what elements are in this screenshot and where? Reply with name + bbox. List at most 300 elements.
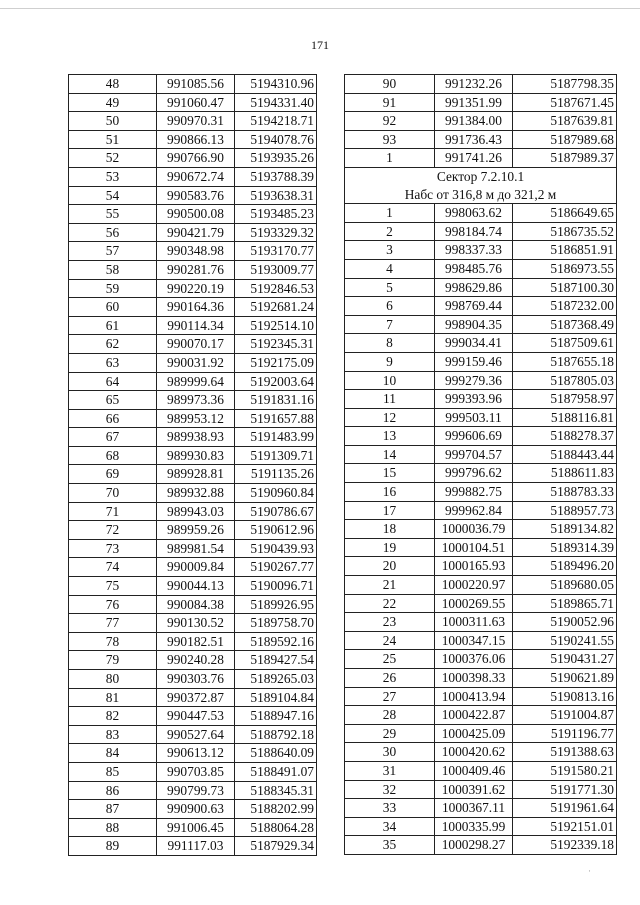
point-number-cell: 69: [69, 465, 157, 484]
point-number-cell: 75: [69, 577, 157, 596]
y-coordinate-cell: 5189104.84: [235, 688, 317, 707]
y-coordinate-cell: 5194331.40: [235, 93, 317, 112]
point-number-cell: 82: [69, 707, 157, 726]
table-row: [345, 390, 617, 409]
table-row: [345, 352, 617, 371]
point-number-cell: 30: [345, 743, 435, 762]
y-coordinate-cell: 5188278.37: [513, 427, 617, 446]
x-coordinate-cell: 990164.36: [157, 298, 235, 317]
y-coordinate-cell: 5189496.20: [513, 557, 617, 576]
scan-mark: ·: [588, 866, 591, 876]
table-row: [69, 409, 317, 428]
x-coordinate-cell: 990114.34: [157, 316, 235, 335]
x-coordinate-cell: 989943.03: [157, 502, 235, 521]
table-row: [345, 334, 617, 353]
y-coordinate-cell: 5193329.32: [235, 223, 317, 242]
point-number-cell: 25: [345, 650, 435, 669]
point-number-cell: 17: [345, 501, 435, 520]
point-number-cell: 89: [69, 837, 157, 856]
y-coordinate-cell: 5188202.99: [235, 800, 317, 819]
x-coordinate-cell: 1000425.09: [435, 724, 513, 743]
y-coordinate-cell: 5191135.26: [235, 465, 317, 484]
point-number-cell: 84: [69, 744, 157, 763]
point-number-cell: 33: [345, 799, 435, 818]
sector-title-row: [345, 167, 617, 185]
y-coordinate-cell: 5194078.76: [235, 130, 317, 149]
table-row: [69, 391, 317, 410]
y-coordinate-cell: 5187805.03: [513, 371, 617, 390]
y-coordinate-cell: 5191580.21: [513, 761, 617, 780]
x-coordinate-cell: 990866.13: [157, 130, 235, 149]
y-coordinate-cell: 5191831.16: [235, 391, 317, 410]
y-coordinate-cell: 5194218.71: [235, 112, 317, 131]
x-coordinate-cell: 991351.99: [435, 93, 513, 112]
point-number-cell: 53: [69, 167, 157, 186]
point-number-cell: 19: [345, 538, 435, 557]
x-coordinate-cell: 990070.17: [157, 335, 235, 354]
y-coordinate-cell: 5188611.83: [513, 464, 617, 483]
table-row: [69, 762, 317, 781]
table-row: [69, 298, 317, 317]
y-coordinate-cell: 5193170.77: [235, 242, 317, 261]
table-row: [345, 724, 617, 743]
table-row: [69, 149, 317, 168]
y-coordinate-cell: 5192681.24: [235, 298, 317, 317]
y-coordinate-cell: 5188947.16: [235, 707, 317, 726]
y-coordinate-cell: 5188064.28: [235, 818, 317, 837]
x-coordinate-cell: 990447.53: [157, 707, 235, 726]
table-row: [69, 595, 317, 614]
x-coordinate-cell: 1000422.87: [435, 706, 513, 725]
left-coordinates-table: [68, 74, 317, 856]
y-coordinate-cell: 5188792.18: [235, 725, 317, 744]
y-coordinate-cell: 5191657.88: [235, 409, 317, 428]
y-coordinate-cell: 5190439.93: [235, 539, 317, 558]
point-number-cell: 34: [345, 817, 435, 836]
x-coordinate-cell: 1000376.06: [435, 650, 513, 669]
point-number-cell: 27: [345, 687, 435, 706]
x-coordinate-cell: 989973.36: [157, 391, 235, 410]
point-number-cell: 92: [345, 112, 435, 131]
point-number-cell: 70: [69, 484, 157, 503]
point-number-cell: 76: [69, 595, 157, 614]
y-coordinate-cell: 5187368.49: [513, 315, 617, 334]
table-row: [69, 688, 317, 707]
point-number-cell: 62: [69, 335, 157, 354]
table-row: [69, 223, 317, 242]
x-coordinate-cell: 999606.69: [435, 427, 513, 446]
point-number-cell: 83: [69, 725, 157, 744]
y-coordinate-cell: 5192151.01: [513, 817, 617, 836]
table-row: [345, 464, 617, 483]
x-coordinate-cell: 990672.74: [157, 167, 235, 186]
point-number-cell: 10: [345, 371, 435, 390]
x-coordinate-cell: 990766.90: [157, 149, 235, 168]
y-coordinate-cell: 5187989.37: [513, 149, 617, 168]
x-coordinate-cell: 989932.88: [157, 484, 235, 503]
point-number-cell: 9: [345, 352, 435, 371]
y-coordinate-cell: 5186851.91: [513, 241, 617, 260]
x-coordinate-cell: 989959.26: [157, 521, 235, 540]
table-row: [69, 521, 317, 540]
table-row: [345, 297, 617, 316]
point-number-cell: 24: [345, 631, 435, 650]
point-number-cell: 12: [345, 408, 435, 427]
point-number-cell: 72: [69, 521, 157, 540]
sector-subtitle-row: [345, 186, 617, 204]
table-row: [345, 836, 617, 855]
point-number-cell: 21: [345, 576, 435, 595]
page-top-rule: [0, 8, 640, 9]
y-coordinate-cell: 5193638.31: [235, 186, 317, 205]
table-row: [69, 800, 317, 819]
x-coordinate-cell: 989981.54: [157, 539, 235, 558]
x-coordinate-cell: 990372.87: [157, 688, 235, 707]
table-row: [69, 725, 317, 744]
x-coordinate-cell: 998184.74: [435, 222, 513, 241]
x-coordinate-cell: 999882.75: [435, 483, 513, 502]
y-coordinate-cell: 5190052.96: [513, 613, 617, 632]
y-coordinate-cell: 5189758.70: [235, 614, 317, 633]
x-coordinate-cell: 1000298.27: [435, 836, 513, 855]
y-coordinate-cell: 5189592.16: [235, 632, 317, 651]
x-coordinate-cell: 990303.76: [157, 670, 235, 689]
right-coordinates-table: [344, 74, 617, 855]
x-coordinate-cell: 1000269.55: [435, 594, 513, 613]
y-coordinate-cell: 5188640.09: [235, 744, 317, 763]
y-coordinate-cell: 5192339.18: [513, 836, 617, 855]
point-number-cell: 7: [345, 315, 435, 334]
point-number-cell: 52: [69, 149, 157, 168]
y-coordinate-cell: 5190621.89: [513, 669, 617, 688]
x-coordinate-cell: 999279.36: [435, 371, 513, 390]
x-coordinate-cell: 999393.96: [435, 390, 513, 409]
point-number-cell: 65: [69, 391, 157, 410]
table-row: [69, 558, 317, 577]
point-number-cell: 6: [345, 297, 435, 316]
table-row: [69, 465, 317, 484]
y-coordinate-cell: 5190960.84: [235, 484, 317, 503]
point-number-cell: 35: [345, 836, 435, 855]
y-coordinate-cell: 5190267.77: [235, 558, 317, 577]
table-row: [345, 538, 617, 557]
x-coordinate-cell: 990031.92: [157, 353, 235, 372]
y-coordinate-cell: 5190813.16: [513, 687, 617, 706]
point-number-cell: 74: [69, 558, 157, 577]
x-coordinate-cell: 990130.52: [157, 614, 235, 633]
y-coordinate-cell: 5190096.71: [235, 577, 317, 596]
y-coordinate-cell: 5191771.30: [513, 780, 617, 799]
table-row: [345, 75, 617, 94]
x-coordinate-cell: 990084.38: [157, 595, 235, 614]
x-coordinate-cell: 990182.51: [157, 632, 235, 651]
table-row: [69, 539, 317, 558]
x-coordinate-cell: 999962.84: [435, 501, 513, 520]
point-number-cell: 5: [345, 278, 435, 297]
y-coordinate-cell: 5194310.96: [235, 75, 317, 94]
table-row: [345, 650, 617, 669]
point-number-cell: 3: [345, 241, 435, 260]
y-coordinate-cell: 5189427.54: [235, 651, 317, 670]
y-coordinate-cell: 5191309.71: [235, 446, 317, 465]
point-number-cell: 20: [345, 557, 435, 576]
x-coordinate-cell: 991232.26: [435, 75, 513, 94]
x-coordinate-cell: 1000398.33: [435, 669, 513, 688]
x-coordinate-cell: 998629.86: [435, 278, 513, 297]
y-coordinate-cell: 5187989.68: [513, 130, 617, 149]
point-number-cell: 18: [345, 520, 435, 539]
y-coordinate-cell: 5188957.73: [513, 501, 617, 520]
y-coordinate-cell: 5188116.81: [513, 408, 617, 427]
x-coordinate-cell: 990009.84: [157, 558, 235, 577]
table-row: [345, 204, 617, 223]
table-row: [69, 632, 317, 651]
y-coordinate-cell: 5187929.34: [235, 837, 317, 856]
point-number-cell: 80: [69, 670, 157, 689]
y-coordinate-cell: 5187100.30: [513, 278, 617, 297]
table-row: [345, 112, 617, 131]
table-row: [69, 279, 317, 298]
y-coordinate-cell: 5192514.10: [235, 316, 317, 335]
y-coordinate-cell: 5186649.65: [513, 204, 617, 223]
table-row: [69, 112, 317, 131]
x-coordinate-cell: 1000420.62: [435, 743, 513, 762]
table-row: [345, 278, 617, 297]
y-coordinate-cell: 5189865.71: [513, 594, 617, 613]
x-coordinate-cell: 991085.56: [157, 75, 235, 94]
x-coordinate-cell: 1000391.62: [435, 780, 513, 799]
table-row: [69, 167, 317, 186]
table-row: [345, 743, 617, 762]
y-coordinate-cell: 5193009.77: [235, 260, 317, 279]
table-row: [69, 502, 317, 521]
x-coordinate-cell: 1000165.93: [435, 557, 513, 576]
point-number-cell: 63: [69, 353, 157, 372]
point-number-cell: 91: [345, 93, 435, 112]
y-coordinate-cell: 5187958.97: [513, 390, 617, 409]
table-row: [69, 744, 317, 763]
y-coordinate-cell: 5193485.23: [235, 205, 317, 224]
table-row: [345, 222, 617, 241]
point-number-cell: 11: [345, 390, 435, 409]
table-row: [69, 670, 317, 689]
x-coordinate-cell: 990240.28: [157, 651, 235, 670]
table-row: [345, 408, 617, 427]
point-number-cell: 61: [69, 316, 157, 335]
x-coordinate-cell: 998337.33: [435, 241, 513, 260]
y-coordinate-cell: 5189314.39: [513, 538, 617, 557]
table-row: [345, 520, 617, 539]
table-row: [345, 631, 617, 650]
y-coordinate-cell: 5192175.09: [235, 353, 317, 372]
table-row: [345, 445, 617, 464]
point-number-cell: 1: [345, 149, 435, 168]
x-coordinate-cell: 1000367.11: [435, 799, 513, 818]
x-coordinate-cell: 990281.76: [157, 260, 235, 279]
x-coordinate-cell: 990799.73: [157, 781, 235, 800]
table-row: [69, 372, 317, 391]
x-coordinate-cell: 991741.26: [435, 149, 513, 168]
y-coordinate-cell: 5188443.44: [513, 445, 617, 464]
point-number-cell: 4: [345, 259, 435, 278]
point-number-cell: 48: [69, 75, 157, 94]
sector-title: Сектор 7.2.10.1: [345, 167, 617, 185]
point-number-cell: 90: [345, 75, 435, 94]
table-row: [69, 577, 317, 596]
y-coordinate-cell: 5192345.31: [235, 335, 317, 354]
y-coordinate-cell: 5189680.05: [513, 576, 617, 595]
point-number-cell: 29: [345, 724, 435, 743]
point-number-cell: 78: [69, 632, 157, 651]
y-coordinate-cell: 5187509.61: [513, 334, 617, 353]
x-coordinate-cell: 998063.62: [435, 204, 513, 223]
table-row: [345, 93, 617, 112]
table-row: [345, 149, 617, 168]
y-coordinate-cell: 5189134.82: [513, 520, 617, 539]
x-coordinate-cell: 990220.19: [157, 279, 235, 298]
x-coordinate-cell: 1000413.94: [435, 687, 513, 706]
point-number-cell: 77: [69, 614, 157, 633]
point-number-cell: 50: [69, 112, 157, 131]
point-number-cell: 57: [69, 242, 157, 261]
x-coordinate-cell: 1000335.99: [435, 817, 513, 836]
y-coordinate-cell: 5193935.26: [235, 149, 317, 168]
y-coordinate-cell: 5190612.96: [235, 521, 317, 540]
y-coordinate-cell: 5191961.64: [513, 799, 617, 818]
x-coordinate-cell: 990583.76: [157, 186, 235, 205]
y-coordinate-cell: 5192846.53: [235, 279, 317, 298]
point-number-cell: 64: [69, 372, 157, 391]
page-number: 171: [311, 38, 329, 52]
point-number-cell: 66: [69, 409, 157, 428]
table-row: [345, 613, 617, 632]
y-coordinate-cell: 5189265.03: [235, 670, 317, 689]
y-coordinate-cell: 5190241.55: [513, 631, 617, 650]
table-row: [69, 651, 317, 670]
table-row: [345, 780, 617, 799]
y-coordinate-cell: 5192003.64: [235, 372, 317, 391]
y-coordinate-cell: 5186973.55: [513, 259, 617, 278]
point-number-cell: 15: [345, 464, 435, 483]
x-coordinate-cell: 989999.64: [157, 372, 235, 391]
y-coordinate-cell: 5191004.87: [513, 706, 617, 725]
point-number-cell: 28: [345, 706, 435, 725]
table-row: [345, 576, 617, 595]
point-number-cell: 59: [69, 279, 157, 298]
point-number-cell: 22: [345, 594, 435, 613]
table-row: [345, 817, 617, 836]
table-row: [69, 484, 317, 503]
x-coordinate-cell: 990703.85: [157, 762, 235, 781]
point-number-cell: 60: [69, 298, 157, 317]
table-row: [345, 799, 617, 818]
y-coordinate-cell: 5188491.07: [235, 762, 317, 781]
x-coordinate-cell: 1000409.46: [435, 761, 513, 780]
x-coordinate-cell: 991060.47: [157, 93, 235, 112]
x-coordinate-cell: 998904.35: [435, 315, 513, 334]
table-row: [69, 335, 317, 354]
x-coordinate-cell: 999704.57: [435, 445, 513, 464]
point-number-cell: 13: [345, 427, 435, 446]
table-row: [69, 260, 317, 279]
y-coordinate-cell: 5190431.27: [513, 650, 617, 669]
y-coordinate-cell: 5188783.33: [513, 483, 617, 502]
table-row: [345, 315, 617, 334]
point-number-cell: 54: [69, 186, 157, 205]
x-coordinate-cell: 990500.08: [157, 205, 235, 224]
point-number-cell: 87: [69, 800, 157, 819]
y-coordinate-cell: 5189926.95: [235, 595, 317, 614]
table-row: [69, 242, 317, 261]
x-coordinate-cell: 989928.81: [157, 465, 235, 484]
table-row: [69, 75, 317, 94]
x-coordinate-cell: 989953.12: [157, 409, 235, 428]
y-coordinate-cell: 5187639.81: [513, 112, 617, 131]
point-number-cell: 14: [345, 445, 435, 464]
table-row: [345, 241, 617, 260]
y-coordinate-cell: 5188345.31: [235, 781, 317, 800]
y-coordinate-cell: 5191483.99: [235, 428, 317, 447]
table-row: [345, 669, 617, 688]
table-row: [69, 93, 317, 112]
y-coordinate-cell: 5191196.77: [513, 724, 617, 743]
table-row: [345, 687, 617, 706]
table-row: [69, 707, 317, 726]
x-coordinate-cell: 990044.13: [157, 577, 235, 596]
point-number-cell: 73: [69, 539, 157, 558]
x-coordinate-cell: 991006.45: [157, 818, 235, 837]
point-number-cell: 32: [345, 780, 435, 799]
point-number-cell: 26: [345, 669, 435, 688]
point-number-cell: 49: [69, 93, 157, 112]
table-row: [345, 761, 617, 780]
table-row: [69, 614, 317, 633]
point-number-cell: 79: [69, 651, 157, 670]
y-coordinate-cell: 5187655.18: [513, 352, 617, 371]
y-coordinate-cell: 5187798.35: [513, 75, 617, 94]
x-coordinate-cell: 990527.64: [157, 725, 235, 744]
y-coordinate-cell: 5187232.00: [513, 297, 617, 316]
point-number-cell: 68: [69, 446, 157, 465]
point-number-cell: 71: [69, 502, 157, 521]
point-number-cell: 56: [69, 223, 157, 242]
point-number-cell: 86: [69, 781, 157, 800]
point-number-cell: 88: [69, 818, 157, 837]
table-row: [345, 706, 617, 725]
point-number-cell: 31: [345, 761, 435, 780]
table-row: [345, 371, 617, 390]
table-row: [69, 428, 317, 447]
x-coordinate-cell: 989938.93: [157, 428, 235, 447]
table-row: [345, 483, 617, 502]
point-number-cell: 8: [345, 334, 435, 353]
table-row: [345, 501, 617, 520]
table-row: [345, 427, 617, 446]
x-coordinate-cell: 999503.11: [435, 408, 513, 427]
table-row: [69, 781, 317, 800]
point-number-cell: 85: [69, 762, 157, 781]
table-row: [69, 316, 317, 335]
sector-subtitle: Набс от 316,8 м до 321,2 м: [345, 186, 617, 204]
x-coordinate-cell: 990900.63: [157, 800, 235, 819]
x-coordinate-cell: 1000347.15: [435, 631, 513, 650]
x-coordinate-cell: 998769.44: [435, 297, 513, 316]
point-number-cell: 51: [69, 130, 157, 149]
x-coordinate-cell: 1000311.63: [435, 613, 513, 632]
point-number-cell: 55: [69, 205, 157, 224]
table-row: [345, 130, 617, 149]
point-number-cell: 16: [345, 483, 435, 502]
